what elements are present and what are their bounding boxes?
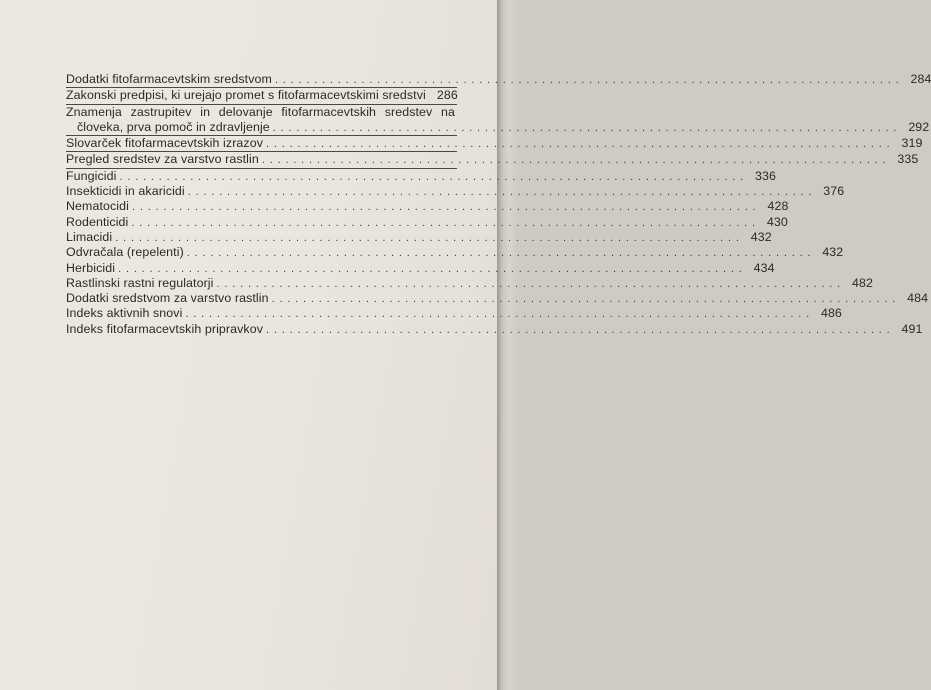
toc-entry-title: Odvračala (repelenti) bbox=[66, 245, 184, 260]
dot-leader: ................................................................................ bbox=[266, 138, 895, 151]
toc-entry-page: 484 bbox=[907, 291, 929, 306]
dot-leader: ................................................................................ bbox=[216, 277, 846, 290]
toc-entry-nematocidi bbox=[66, 199, 789, 214]
toc-entry-title: Dodatki sredstvom za varstvo rastlin bbox=[66, 291, 269, 306]
toc-entry-indeks-pripravkov bbox=[66, 321, 923, 337]
toc-entry-title: Pregled sredstev za varstvo rastlin bbox=[66, 152, 259, 167]
dot-leader: ................................................................................ bbox=[118, 262, 747, 275]
dot-leader: ................................................................................ bbox=[185, 308, 814, 321]
toc-entry-cloveka-prva-pomoc bbox=[66, 119, 930, 136]
toc-entry-title: Limacidi bbox=[66, 229, 113, 244]
toc-entry-rodenticidi bbox=[66, 214, 788, 230]
toc-entry-page: 336 bbox=[755, 168, 776, 183]
toc-entry-page: 286 bbox=[436, 88, 458, 103]
dot-leader: ................................................................................ bbox=[274, 74, 904, 86]
toc-entry-page: 486 bbox=[820, 306, 842, 321]
toc-entry-page: 432 bbox=[822, 245, 844, 260]
toc-entry-page: 491 bbox=[901, 321, 923, 336]
toc-entry-page: 319 bbox=[901, 136, 923, 151]
toc-entry-title: Nematocidi bbox=[66, 199, 129, 214]
toc-entry-page: 432 bbox=[750, 229, 772, 244]
toc-entry-page: 482 bbox=[852, 275, 874, 290]
toc-entry-page: 434 bbox=[753, 260, 775, 275]
toc-entry-title: Herbicidi bbox=[66, 260, 116, 275]
toc-entry-dodatki-sredstvom bbox=[66, 291, 929, 306]
toc-entry-limacidi bbox=[66, 229, 772, 245]
toc-entry-title: Fungicidi bbox=[66, 168, 117, 183]
toc-entry-page: 430 bbox=[766, 214, 788, 229]
toc-entry-page: 292 bbox=[908, 119, 930, 134]
dot-leader: ................................................................................ bbox=[131, 201, 761, 214]
toc-entry-title: Rodenticidi bbox=[66, 214, 129, 229]
toc-entry-title: človeka, prva pomoč in zdravljenje bbox=[77, 119, 270, 134]
toc-entry-title: Zakonski predpisi, ki urejajo promet s fitofarmacevtskimi sredstvi bbox=[66, 88, 426, 103]
toc-entry-slovarcek bbox=[66, 136, 923, 152]
toc-entry-page: 284 bbox=[910, 72, 931, 86]
dot-leader: ................................................................................ bbox=[186, 247, 816, 260]
dot-leader: ................................................................................ bbox=[115, 231, 744, 244]
toc-entry-title: Rastlinski rastni regulatorji bbox=[66, 275, 214, 290]
toc-entry-fungicidi bbox=[66, 168, 776, 184]
toc-entry-pregled-sredstev bbox=[66, 152, 919, 168]
toc-entry-title: Slovarček fitofarmacevtskih izrazov bbox=[66, 136, 263, 151]
toc-entry-title: Insekticidi in akaricidi bbox=[66, 184, 185, 199]
dot-leader: ................................................................................ bbox=[131, 216, 760, 229]
dot-leader: ................................................................................ bbox=[187, 186, 817, 199]
toc-entry-insekticidi bbox=[66, 184, 845, 199]
toc-entry-dodatki-fitofarmacevtskim-sredstvom bbox=[66, 72, 931, 88]
toc-entry-title: Znamenja zastrupitev in delovanje fitofarmacevtskih sredstev na bbox=[66, 104, 455, 119]
toc-entry-zakonski-predpisi bbox=[66, 88, 457, 104]
toc-entry-title: Indeks fitofarmacevtskih pripravkov bbox=[66, 321, 264, 336]
toc-entry-title: Dodatki fitofarmacevtskim sredstvom bbox=[66, 72, 272, 86]
dot-leader: ................................................................................ bbox=[119, 170, 748, 183]
toc-entry-page: 376 bbox=[823, 184, 845, 199]
dot-leader: ................................................................................ bbox=[272, 121, 902, 134]
toc-entry-herbicidi bbox=[66, 260, 775, 276]
toc-entry-page: 428 bbox=[767, 199, 789, 214]
dot-leader: ................................................................................ bbox=[271, 293, 901, 306]
toc-entry-rastlinski-rastni-regulatorji bbox=[66, 275, 874, 291]
toc-entry-indeks-aktivnih-snovi bbox=[66, 306, 842, 321]
page-edge bbox=[497, 0, 517, 690]
toc-entry-znamenja-zastrupitev bbox=[66, 105, 457, 120]
dot-leader: ................................................................................ bbox=[261, 154, 891, 167]
table-of-contents bbox=[66, 72, 931, 337]
dot-leader: ................................................................................ bbox=[266, 323, 895, 336]
toc-entry-page: 335 bbox=[897, 152, 919, 167]
toc-entry-title: Indeks aktivnih snovi bbox=[66, 306, 183, 321]
toc-entry-odvracala bbox=[66, 245, 844, 260]
